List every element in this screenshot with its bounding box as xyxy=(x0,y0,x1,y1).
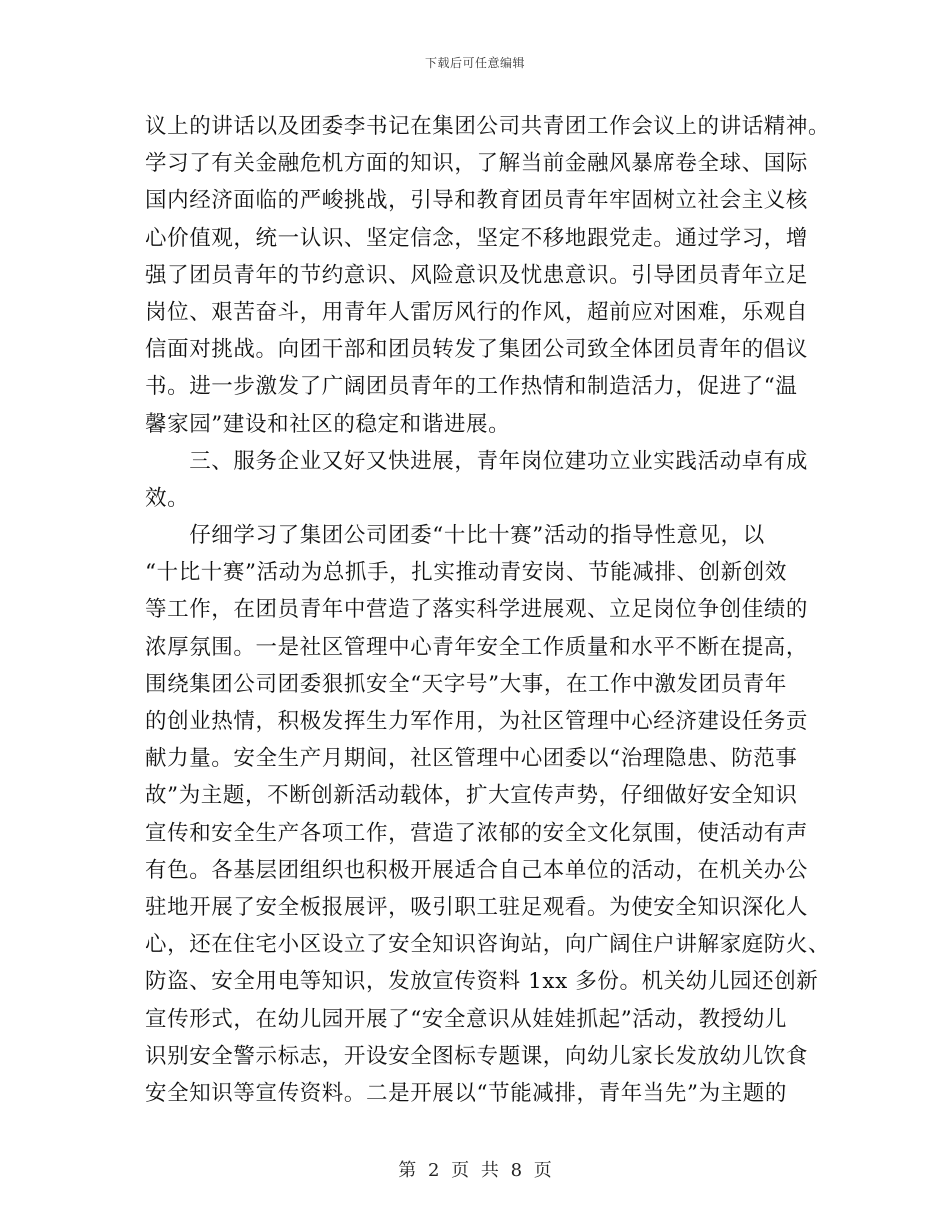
text-line: 献力量。安全生产月期间，社区管理中心团委以“治理隐患、防范事 xyxy=(145,746,798,772)
page-header: 下载后可任意编辑 xyxy=(424,56,525,70)
text-line: 馨家园”建设和社区的稳定和谐进展。 xyxy=(145,411,511,437)
text-line: 学习了有关金融危机方面的知识，了解当前金融风暴席卷全球、国际 xyxy=(145,151,809,177)
text-line: “十比十赛”活动为总抓手，扎实推动青安岗、节能减排、创新创效 xyxy=(145,560,787,586)
text-line: 浓厚氛围。一是社区管理中心青年安全工作质量和水平不断在提高， xyxy=(145,634,809,660)
section-heading-line: 效。 xyxy=(145,485,190,511)
text-line: 有色。各基层团组织也积极开展适合自己本单位的活动，在机关办公 xyxy=(145,857,809,883)
text-line: 等工作，在团员青年中营造了落实科学进展观、立足岗位争创佳绩的 xyxy=(145,597,809,623)
text-line: 信面对挑战。向团干部和团员转发了集团公司致全体团员青年的倡议 xyxy=(145,337,809,363)
text-line: 识别安全警示标志，开设安全图标专题课，向幼儿家长发放幼儿饮食 xyxy=(145,1043,809,1069)
text-line: 安全知识等宣传资料。二是开展以“节能减排，青年当先”为主题的 xyxy=(145,1080,787,1106)
text-line: 议上的讲话以及团委李书记在集团公司共青团工作会议上的讲话精神。 xyxy=(145,114,831,139)
text-line: 仔细学习了集团公司团委“十比十赛”活动的指导性意见，以 xyxy=(145,523,765,549)
page-number: 第 2 页 共 8 页 xyxy=(398,1160,552,1181)
text-line: 强了团员青年的节约意识、风险意识及忧患意识。引导团员青年立足 xyxy=(145,262,809,288)
text-line: 宣传和安全生产各项工作，营造了浓郁的安全文化氛围，使活动有声 xyxy=(145,820,809,846)
text-line: 心价值观，统一认识、坚定信念，坚定不移地跟党走。通过学习，增 xyxy=(145,225,809,251)
section-heading-line: 三、服务企业又好又快进展，青年岗位建功立业实践活动卓有成 xyxy=(145,448,809,474)
text-line: 故”为主题，不断创新活动载体，扩大宣传声势，仔细做好安全知识 xyxy=(145,783,798,809)
text-line: 书。进一步激发了广阔团员青年的工作热情和制造活力，促进了“温 xyxy=(145,374,798,400)
text-line: 岗位、艰苦奋斗，用青年人雷厉风行的作风，超前应对困难，乐观自 xyxy=(145,299,809,325)
text-line: 围绕集团公司团委狠抓安全“天字号”大事，在工作中激发团员青年 xyxy=(145,671,787,697)
text-line: 防盗、安全用电等知识，发放宣传资料 1xx 多份。机关幼儿园还创新 xyxy=(145,969,819,995)
text-line: 的创业热情，积极发挥生力军作用，为社区管理中心经济建设任务贡 xyxy=(145,709,809,734)
text-line: 国内经济面临的严峻挑战，引导和教育团员青年牢固树立社会主义核 xyxy=(145,188,809,214)
body-text xyxy=(145,108,831,1112)
text-line: 驻地开展了安全板报展评，吸引职工驻足观看。为使安全知识深化人 xyxy=(145,894,809,920)
text-line: 宣传形式，在幼儿园开展了“安全意识从娃娃抓起”活动，教授幼儿 xyxy=(145,1006,787,1032)
text-line: 心，还在住宅小区设立了安全知识咨询站，向广阔住户讲解家庭防火、 xyxy=(145,932,831,958)
